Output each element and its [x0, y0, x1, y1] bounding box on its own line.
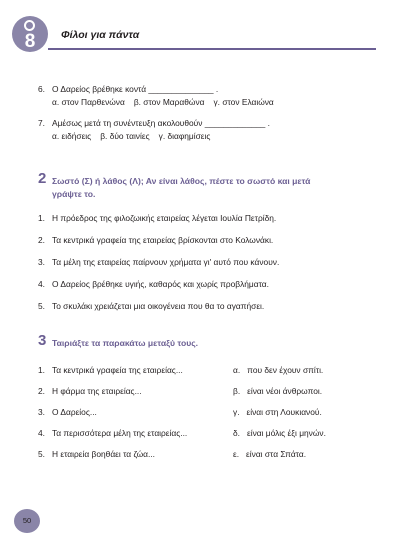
right-item [233, 407, 322, 417]
matching-row [38, 428, 326, 438]
left-number: 4. [38, 428, 45, 438]
section-3-number: 3 [38, 332, 47, 349]
section-2-number: 2 [38, 170, 47, 187]
list-item [38, 257, 279, 268]
left-text: Η φάρμα της εταιρείας... [52, 386, 142, 396]
option: β. δύο ταινίες [100, 131, 150, 141]
right-text: είναι στη Λουκιανού. [246, 407, 322, 417]
header-divider [48, 48, 376, 50]
question-7 [38, 118, 270, 129]
list-item [38, 235, 273, 246]
right-letter: ε. [233, 449, 240, 459]
right-letter: γ. [233, 407, 240, 417]
right-letter: α. [233, 365, 241, 375]
left-number: 5. [38, 449, 45, 459]
matching-row [38, 449, 307, 459]
right-text: είναι νέοι άνθρωποι. [247, 386, 323, 396]
list-item [38, 213, 276, 224]
item-text: Η πρόεδρος της φιλοζωικής εταιρείας λέγεται Ιουλία Πετρίδη. [52, 213, 277, 223]
option: γ. στον Ελαιώνα [213, 97, 274, 107]
left-text: Τα περισσότερα μέλη της εταιρείας... [52, 428, 188, 438]
item-text: Τα κεντρικά γραφεία της εταιρείας βρίσκονται στο Κολωνάκι. [52, 235, 274, 245]
question-stem: Αμέσως μετά τη συνέντευξη ακολουθούν _____________ . [52, 118, 270, 128]
question-6 [38, 84, 218, 95]
right-text: είναι μόλις έξι μηνών. [246, 428, 326, 438]
item-number: 5. [38, 301, 45, 311]
right-item [233, 386, 322, 396]
question-stem: Ο Δαρείος βρέθηκε κοντά ______________ . [52, 84, 219, 94]
unit-title: Φίλοι για πάντα [61, 29, 140, 41]
right-letter: δ. [233, 428, 240, 438]
item-text: Το σκυλάκι χρειάζεται μια οικογένεια που θα το αγαπήσει. [52, 301, 265, 311]
left-number: 3. [38, 407, 45, 417]
section-2-instruction-line2: γράψτε το. [52, 189, 96, 199]
right-letter: β. [233, 386, 241, 396]
page-number-badge [14, 509, 40, 533]
unit-number: 8 [24, 31, 36, 52]
left-number: 1. [38, 365, 45, 375]
option: α. ειδήσεις [52, 131, 92, 141]
right-item [233, 365, 323, 375]
item-number: 2. [38, 235, 45, 245]
unit-badge [12, 16, 48, 52]
question-6-options [52, 97, 283, 108]
section-3-instruction: Ταιριάξτε τα παρακάτω μεταξύ τους. [52, 338, 199, 348]
list-item [38, 301, 264, 312]
right-text: που δεν έχουν σπίτι. [247, 365, 324, 375]
section-2-instruction-line1: Σωστό (Σ) ή λάθος (Λ); Αν είναι λάθος, πέστε το σωστό και μετά [52, 176, 311, 186]
matching-row [38, 407, 322, 417]
right-item [233, 428, 326, 438]
question-number: 7. [38, 118, 45, 128]
item-text: Ο Δαρείος βρέθηκε υγιής, καθαρός και χωρίς προβλήματα. [52, 279, 269, 289]
ring-icon [24, 20, 35, 31]
question-7-options [52, 131, 219, 142]
right-text: είναι στα Σπάτα. [246, 449, 307, 459]
item-number: 3. [38, 257, 45, 267]
option: γ. διαφημίσεις [158, 131, 211, 141]
matching-row [38, 365, 324, 375]
left-text: Η εταιρεία βοηθάει τα ζώα... [52, 449, 155, 459]
question-number: 6. [38, 84, 45, 94]
left-number: 2. [38, 386, 45, 396]
option: α. στον Παρθενώνα [52, 97, 125, 107]
left-text: Τα κεντρικά γραφεία της εταιρείας... [52, 365, 183, 375]
matching-row [38, 386, 323, 396]
item-number: 1. [38, 213, 45, 223]
right-item [233, 449, 306, 459]
item-number: 4. [38, 279, 45, 289]
page-number: 50 [22, 516, 32, 525]
option: β. στον Μαραθώνα [133, 97, 205, 107]
list-item [38, 279, 269, 290]
item-text: Τα μέλη της εταιρείας παίρνουν χρήματα γι' αυτό που κάνουν. [52, 257, 280, 267]
left-text: Ο Δαρείος... [52, 407, 97, 417]
